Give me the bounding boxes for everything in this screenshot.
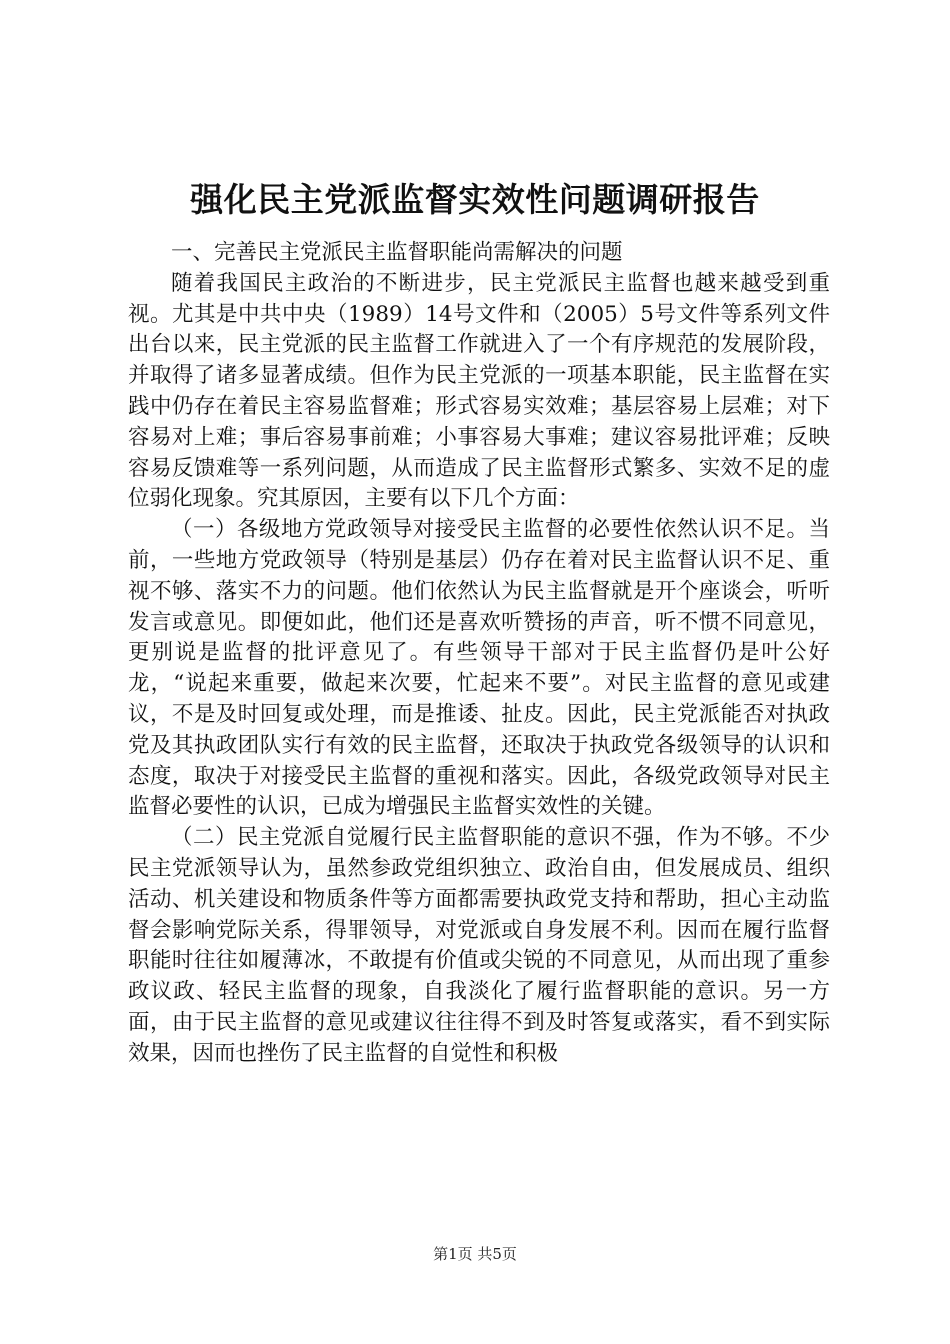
document-body <box>128 238 830 1070</box>
section-heading: 一、完善民主党派民主监督职能尚需解决的问题 <box>171 240 623 265</box>
document-title: 强化民主党派监督实效性问题调研报告 <box>190 180 760 219</box>
paragraph-point-1: （一）各级地方党政领导对接受民主监督的必要性依然认识不足。当前，一些地方党政领导（特别是基层）仍存在着对民主监督认识不足、重视不够、落实不力的问题。他们依然认为民主监督就是开个座谈会，听听发言或意见。即便如此，他们还是喜欢听赞扬的声音，听不惯不同意见，更别说是监督的批评意见了。有些领导干部对于民主监督仍是叶公好龙，“说起来重要，做起来次要，忙起来不要”。对民主监督的意见或建议，不是及时回复或处理，而是推诿、扯皮。因此，民主党派能否对执政党及其执政团队实行有效的民主监督，还取决于执政党各级领导的认识和态度，取决于对接受民主监督的重视和落实。因此，各级党政领导对民主监督必要性的认识，已成为增强民主监督实效性的关键。 <box>128 517 830 820</box>
page-number-footer: 第1页 共5页 <box>433 1245 517 1263</box>
paragraph-intro: 随着我国民主政治的不断进步，民主党派民主监督也越来越受到重视。尤其是中共中央（1989）14号文件和（2005）5号文件等系列文件出台以来，民主党派的民主监督工作就进入了一个有序规范的发展阶段，并取得了诸多显著成绩。但作为民主党派的一项基本职能，民主监督在实践中仍存在着民主容易监督难；形式容易实效难；基层容易上层难；对下容易对上难；事后容易事前难；小事容易大事难；建议容易批评难；反映容易反馈难等一系列问题，从而造成了民主监督形式繁多、实效不足的虚位弱化现象。究其原因，主要有以下几个方面： <box>128 270 830 512</box>
paragraph-point-2: （二）民主党派自觉履行民主监督职能的意识不强，作为不够。不少民主党派领导认为，虽然参政党组织独立、政治自由，但发展成员、组织活动、机关建设和物质条件等方面都需要执政党支持和帮助，担心主动监督会影响党际关系，得罪领导，对党派或自身发展不利。因而在履行监督职能时往往如履薄冰，不敢提有价值或尖锐的不同意见，从而出现了重参政议政、轻民主监督的现象，自我淡化了履行监督职能的意识。另一方面，由于民主监督的意见或建议往往得不到及时答复或落实，看不到实际效果，因而也挫伤了民主监督的自觉性和积极 <box>128 825 830 1066</box>
